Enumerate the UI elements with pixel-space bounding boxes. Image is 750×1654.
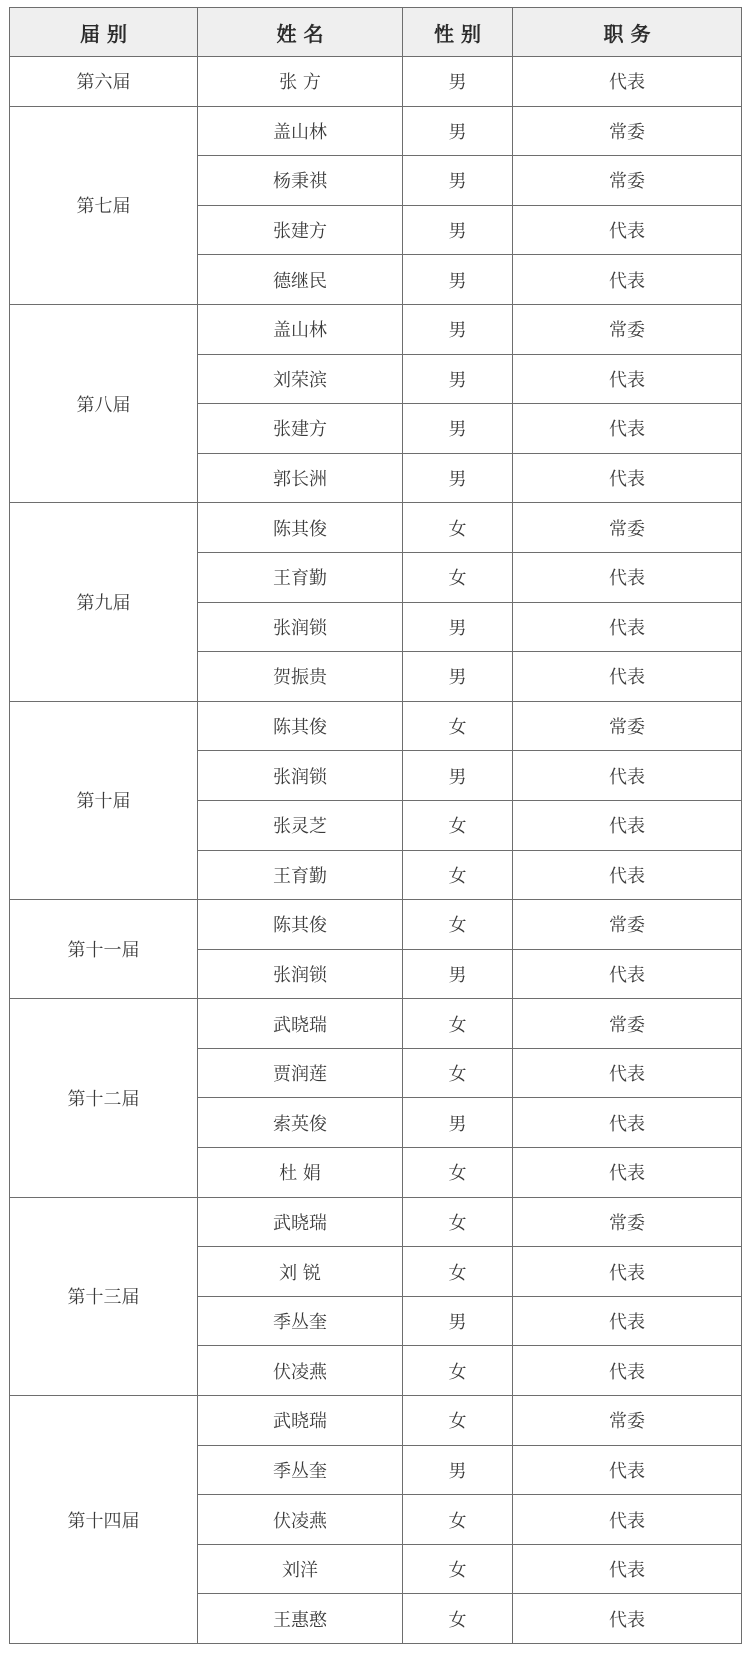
role-cell: 常委 (513, 503, 742, 553)
gender-cell: 男 (403, 652, 513, 702)
name-cell: 陈其俊 (198, 900, 403, 950)
name-cell: 索英俊 (198, 1098, 403, 1148)
role-cell: 代表 (513, 453, 742, 503)
name-cell: 张 方 (198, 57, 403, 107)
name-cell: 张建方 (198, 404, 403, 454)
gender-cell: 女 (403, 1495, 513, 1545)
name-cell: 郭长洲 (198, 453, 403, 503)
name-cell: 伏凌燕 (198, 1495, 403, 1545)
table-row (10, 701, 742, 751)
name-cell: 刘荣滨 (198, 354, 403, 404)
name-cell: 陈其俊 (198, 701, 403, 751)
role-cell: 代表 (513, 949, 742, 999)
role-cell: 代表 (513, 1247, 742, 1297)
name-cell: 张润锁 (198, 602, 403, 652)
role-cell: 代表 (513, 1148, 742, 1198)
table-row (10, 57, 742, 107)
table-row (10, 1197, 742, 1247)
gender-cell: 男 (403, 304, 513, 354)
header-gender: 性 别 (403, 8, 513, 57)
gender-cell: 男 (403, 106, 513, 156)
name-cell: 武晓瑞 (198, 1197, 403, 1247)
gender-cell: 女 (403, 1396, 513, 1446)
name-cell: 张灵芝 (198, 800, 403, 850)
gender-cell: 男 (403, 949, 513, 999)
gender-cell: 女 (403, 900, 513, 950)
name-cell: 贾润莲 (198, 1048, 403, 1098)
name-cell: 张润锁 (198, 751, 403, 801)
role-cell: 代表 (513, 1544, 742, 1594)
role-cell: 代表 (513, 1495, 742, 1545)
name-cell: 伏凌燕 (198, 1346, 403, 1396)
role-cell: 代表 (513, 255, 742, 305)
name-cell: 季丛奎 (198, 1296, 403, 1346)
gender-cell: 男 (403, 1445, 513, 1495)
role-cell: 代表 (513, 1346, 742, 1396)
name-cell: 王育勤 (198, 552, 403, 602)
table-row (10, 106, 742, 156)
table-body (10, 57, 742, 1644)
gender-cell: 女 (403, 1346, 513, 1396)
role-cell: 代表 (513, 1098, 742, 1148)
session-cell: 第七届 (10, 106, 198, 304)
name-cell: 武晓瑞 (198, 999, 403, 1049)
name-cell: 盖山林 (198, 106, 403, 156)
session-cell: 第十二届 (10, 999, 198, 1197)
name-cell: 王惠憨 (198, 1594, 403, 1644)
role-cell: 代表 (513, 354, 742, 404)
role-cell: 常委 (513, 701, 742, 751)
role-cell: 代表 (513, 751, 742, 801)
gender-cell: 女 (403, 800, 513, 850)
session-cell: 第八届 (10, 304, 198, 502)
session-cell: 第九届 (10, 503, 198, 701)
name-cell: 贺振贵 (198, 652, 403, 702)
session-cell: 第十三届 (10, 1197, 198, 1395)
gender-cell: 女 (403, 503, 513, 553)
header-role: 职 务 (513, 8, 742, 57)
name-cell: 季丛奎 (198, 1445, 403, 1495)
gender-cell: 男 (403, 751, 513, 801)
gender-cell: 男 (403, 602, 513, 652)
name-cell: 武晓瑞 (198, 1396, 403, 1446)
delegates-table (9, 7, 742, 1644)
name-cell: 张润锁 (198, 949, 403, 999)
gender-cell: 男 (403, 255, 513, 305)
name-cell: 刘洋 (198, 1544, 403, 1594)
table-row (10, 503, 742, 553)
gender-cell: 女 (403, 552, 513, 602)
table-row (10, 999, 742, 1049)
header-session: 届 别 (10, 8, 198, 57)
role-cell: 代表 (513, 602, 742, 652)
role-cell: 代表 (513, 800, 742, 850)
role-cell: 代表 (513, 404, 742, 454)
role-cell: 常委 (513, 999, 742, 1049)
role-cell: 常委 (513, 900, 742, 950)
name-cell: 王育勤 (198, 850, 403, 900)
gender-cell: 男 (403, 1296, 513, 1346)
gender-cell: 男 (403, 453, 513, 503)
gender-cell: 男 (403, 354, 513, 404)
role-cell: 代表 (513, 205, 742, 255)
table-row (10, 304, 742, 354)
role-cell: 常委 (513, 1197, 742, 1247)
role-cell: 常委 (513, 1396, 742, 1446)
name-cell: 德继民 (198, 255, 403, 305)
gender-cell: 男 (403, 404, 513, 454)
role-cell: 代表 (513, 850, 742, 900)
role-cell: 代表 (513, 552, 742, 602)
role-cell: 常委 (513, 156, 742, 206)
header-row (10, 8, 742, 57)
gender-cell: 女 (403, 1594, 513, 1644)
table-container (9, 7, 742, 1644)
table-row (10, 900, 742, 950)
role-cell: 代表 (513, 1296, 742, 1346)
session-cell: 第六届 (10, 57, 198, 107)
header-name: 姓 名 (198, 8, 403, 57)
session-cell: 第十四届 (10, 1396, 198, 1644)
session-cell: 第十届 (10, 701, 198, 899)
role-cell: 代表 (513, 57, 742, 107)
name-cell: 杜 娟 (198, 1148, 403, 1198)
gender-cell: 男 (403, 205, 513, 255)
name-cell: 刘 锐 (198, 1247, 403, 1297)
role-cell: 常委 (513, 106, 742, 156)
session-cell: 第十一届 (10, 900, 198, 999)
role-cell: 代表 (513, 1594, 742, 1644)
gender-cell: 女 (403, 1544, 513, 1594)
table-row (10, 1396, 742, 1446)
gender-cell: 女 (403, 1048, 513, 1098)
gender-cell: 男 (403, 1098, 513, 1148)
role-cell: 代表 (513, 652, 742, 702)
role-cell: 代表 (513, 1445, 742, 1495)
gender-cell: 男 (403, 57, 513, 107)
role-cell: 常委 (513, 304, 742, 354)
table-header (10, 8, 742, 57)
name-cell: 杨秉祺 (198, 156, 403, 206)
gender-cell: 女 (403, 999, 513, 1049)
name-cell: 陈其俊 (198, 503, 403, 553)
gender-cell: 男 (403, 156, 513, 206)
gender-cell: 女 (403, 850, 513, 900)
gender-cell: 女 (403, 1197, 513, 1247)
role-cell: 代表 (513, 1048, 742, 1098)
gender-cell: 女 (403, 1247, 513, 1297)
gender-cell: 女 (403, 701, 513, 751)
name-cell: 张建方 (198, 205, 403, 255)
name-cell: 盖山林 (198, 304, 403, 354)
gender-cell: 女 (403, 1148, 513, 1198)
